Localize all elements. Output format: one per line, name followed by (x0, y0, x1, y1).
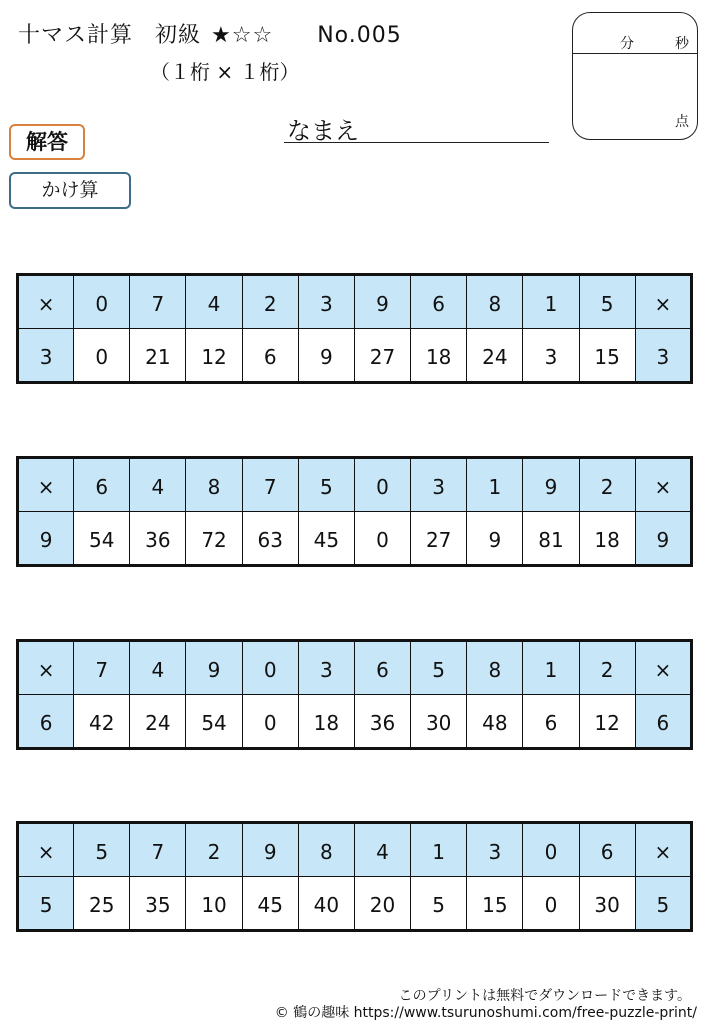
number-cell: 4 (130, 641, 186, 695)
number-row (18, 275, 692, 329)
number-cell: 2 (579, 641, 635, 695)
number-cell: 5 (298, 458, 354, 512)
answer-cell: 25 (74, 877, 130, 931)
multiplier-cell: 5 (635, 877, 691, 931)
number-cell: 5 (411, 641, 467, 695)
number-cell: 5 (579, 275, 635, 329)
answer-row (18, 329, 692, 383)
difficulty-level: 初級 (155, 23, 202, 48)
multiplier-cell: 6 (635, 695, 691, 749)
number-cell: 3 (467, 823, 523, 877)
number-cell: 9 (186, 641, 242, 695)
number-cell: 0 (242, 641, 298, 695)
number-cell: 0 (523, 823, 579, 877)
number-cell: 6 (579, 823, 635, 877)
footer-note: このプリントは無料でダウンロードできます。 (398, 988, 691, 1004)
number-cell: 6 (74, 458, 130, 512)
number-cell: 4 (354, 823, 410, 877)
score-box (572, 12, 698, 140)
puzzle-grid (16, 639, 693, 750)
answer-cell: 81 (523, 512, 579, 566)
operator-cell: × (635, 823, 691, 877)
answer-cell: 15 (467, 877, 523, 931)
number-row (18, 458, 692, 512)
operator-cell: × (18, 275, 74, 329)
number-cell: 0 (74, 275, 130, 329)
answer-cell: 63 (242, 512, 298, 566)
seconds-label: 秒 (675, 36, 689, 52)
number-cell: 8 (467, 641, 523, 695)
answer-cell: 24 (130, 695, 186, 749)
number-cell: 9 (354, 275, 410, 329)
number-cell: 7 (130, 275, 186, 329)
number-cell: 3 (298, 641, 354, 695)
answer-cell: 6 (523, 695, 579, 749)
number-cell: 6 (354, 641, 410, 695)
answer-cell: 18 (298, 695, 354, 749)
multiplier-cell: 3 (18, 329, 74, 383)
answer-cell: 24 (467, 329, 523, 383)
title-text: 十マス計算 (18, 23, 134, 48)
number-cell: 9 (523, 458, 579, 512)
answer-cell: 0 (523, 877, 579, 931)
points-label: 点 (675, 114, 689, 130)
multiplier-cell: 5 (18, 877, 74, 931)
answer-cell: 0 (242, 695, 298, 749)
answer-cell: 0 (74, 329, 130, 383)
puzzle-grid (16, 273, 693, 384)
number-cell: 7 (242, 458, 298, 512)
operator-cell: × (635, 275, 691, 329)
number-cell: 3 (411, 458, 467, 512)
number-cell: 8 (467, 275, 523, 329)
number-cell: 3 (298, 275, 354, 329)
answer-cell: 18 (579, 512, 635, 566)
answer-cell: 21 (130, 329, 186, 383)
number-cell: 2 (579, 458, 635, 512)
operation-badge: かけ算 (9, 172, 131, 209)
answer-cell: 10 (186, 877, 242, 931)
answer-cell: 54 (74, 512, 130, 566)
answer-cell: 40 (298, 877, 354, 931)
number-cell: 4 (186, 275, 242, 329)
number-cell: 1 (411, 823, 467, 877)
operator-cell: × (635, 641, 691, 695)
answer-cell: 18 (411, 329, 467, 383)
operator-cell: × (635, 458, 691, 512)
answer-cell: 30 (411, 695, 467, 749)
number-cell: 7 (130, 823, 186, 877)
number-cell: 2 (186, 823, 242, 877)
page-title (18, 18, 402, 49)
number-row (18, 641, 692, 695)
answer-cell: 72 (186, 512, 242, 566)
puzzle-grid (16, 821, 693, 932)
answer-cell: 30 (579, 877, 635, 931)
multiplier-cell: 6 (18, 695, 74, 749)
puzzle-grid (16, 456, 693, 567)
answer-row (18, 695, 692, 749)
number-cell: 2 (242, 275, 298, 329)
number-cell: 9 (242, 823, 298, 877)
number-cell: 4 (130, 458, 186, 512)
answer-cell: 6 (242, 329, 298, 383)
answer-cell: 5 (411, 877, 467, 931)
multiplier-cell: 9 (18, 512, 74, 566)
number-cell: 6 (411, 275, 467, 329)
name-line (284, 142, 549, 143)
answer-cell: 9 (467, 512, 523, 566)
answer-cell: 27 (411, 512, 467, 566)
answer-cell: 35 (130, 877, 186, 931)
footer-copyright: © 鶴の趣味 https://www.tsurunoshumi.com/free-puzzle-print/ (274, 1005, 697, 1021)
answer-cell: 12 (186, 329, 242, 383)
answer-cell: 36 (354, 695, 410, 749)
operator-cell: × (18, 823, 74, 877)
number-cell: 5 (74, 823, 130, 877)
number-row (18, 823, 692, 877)
answer-cell: 45 (298, 512, 354, 566)
subtitle: （１桁 × １桁） (150, 60, 300, 84)
answer-cell: 36 (130, 512, 186, 566)
answer-row (18, 877, 692, 931)
answer-cell: 45 (242, 877, 298, 931)
number-cell: 1 (467, 458, 523, 512)
number-cell: 1 (523, 275, 579, 329)
minutes-label: 分 (620, 36, 634, 52)
answer-cell: 54 (186, 695, 242, 749)
number-cell: 0 (354, 458, 410, 512)
name-label: なまえ (287, 117, 359, 145)
score-divider (573, 53, 697, 54)
multiplier-cell: 3 (635, 329, 691, 383)
answer-cell: 20 (354, 877, 410, 931)
answer-cell: 27 (354, 329, 410, 383)
operator-cell: × (18, 641, 74, 695)
answer-cell: 12 (579, 695, 635, 749)
number-cell: 8 (186, 458, 242, 512)
number-cell: 1 (523, 641, 579, 695)
answer-row (18, 512, 692, 566)
number-cell: 7 (74, 641, 130, 695)
operator-cell: × (18, 458, 74, 512)
answer-cell: 3 (523, 329, 579, 383)
answer-cell: 48 (467, 695, 523, 749)
answer-cell: 42 (74, 695, 130, 749)
answer-cell: 0 (354, 512, 410, 566)
difficulty-stars: ★☆☆ (211, 23, 274, 48)
puzzle-number: No.005 (317, 23, 402, 48)
answer-cell: 15 (579, 329, 635, 383)
number-cell: 8 (298, 823, 354, 877)
answer-cell: 9 (298, 329, 354, 383)
answer-badge: 解答 (9, 124, 85, 160)
multiplier-cell: 9 (635, 512, 691, 566)
